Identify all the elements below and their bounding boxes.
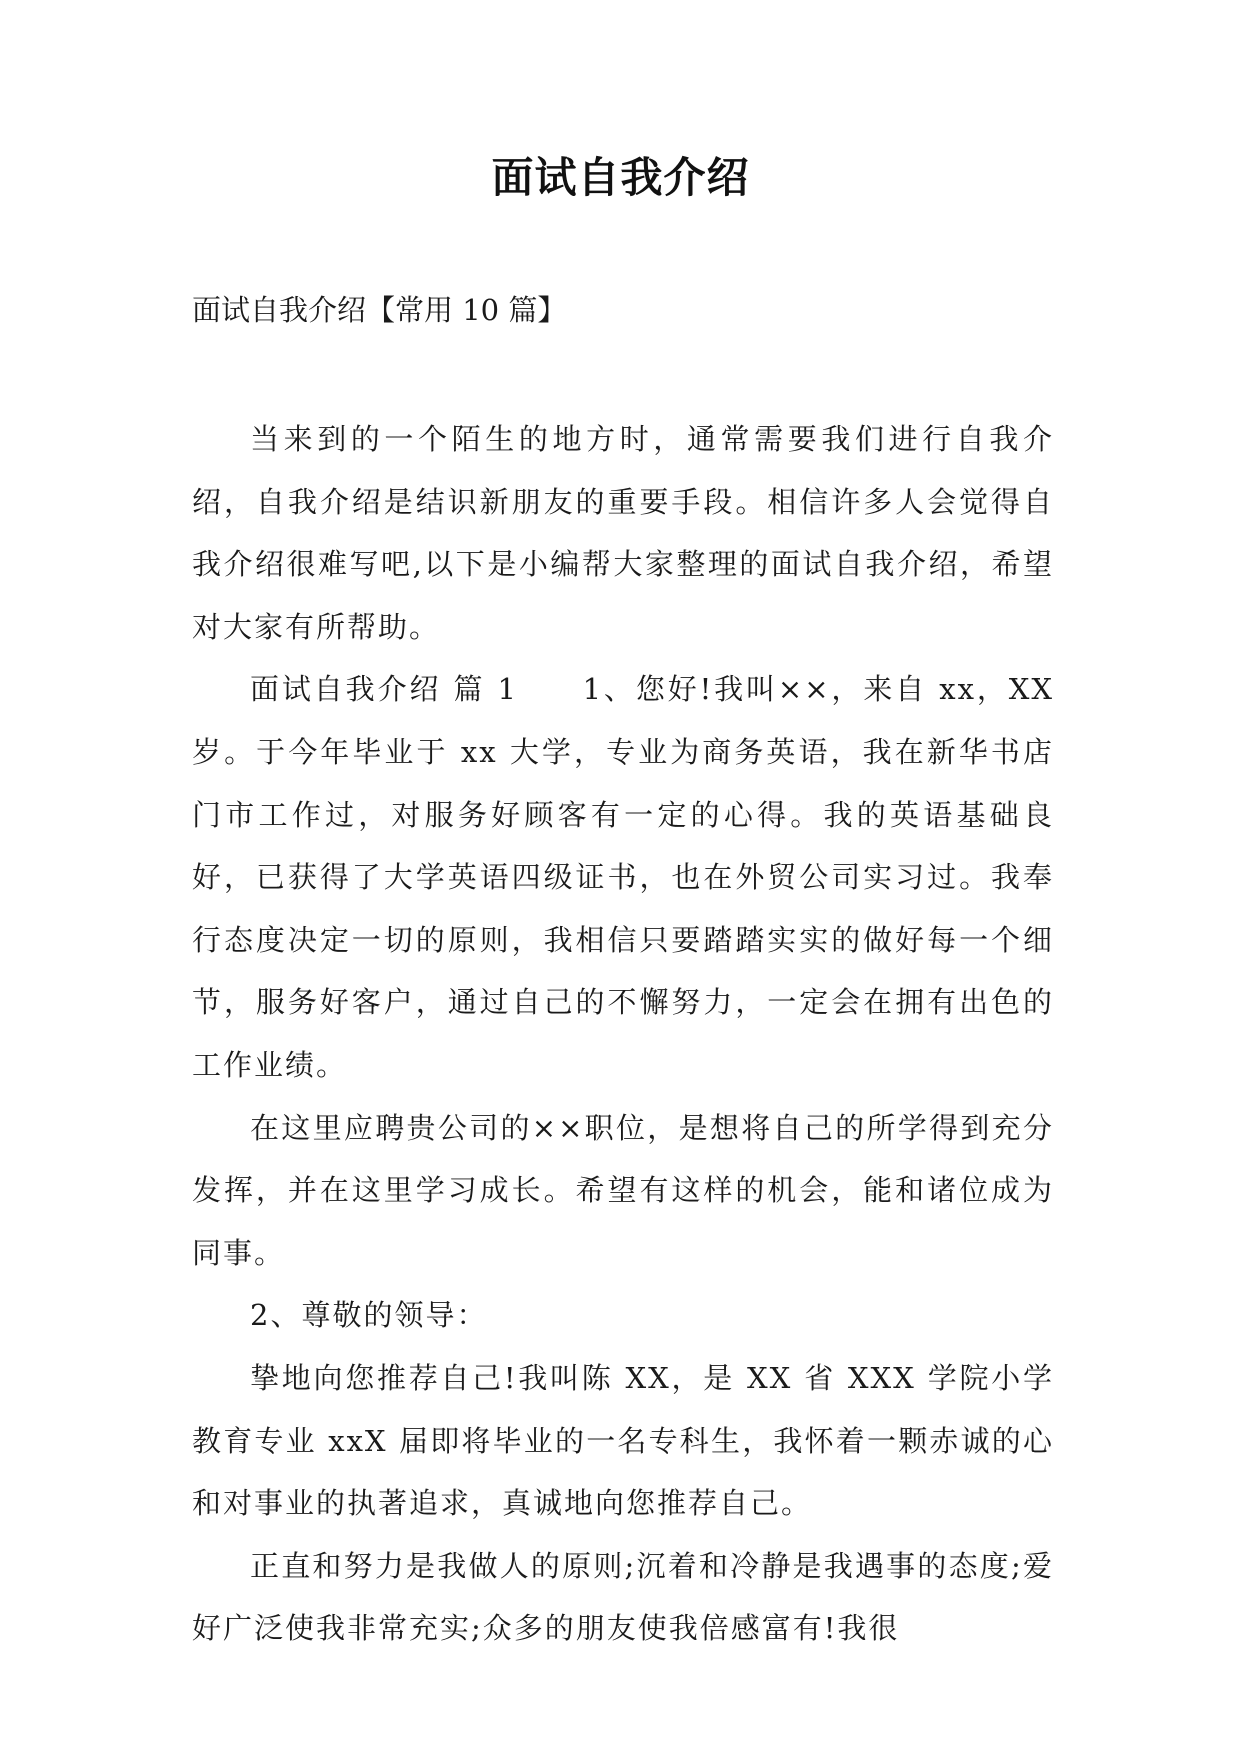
paragraph-position: 在这里应聘贵公司的××职位，是想将自己的所学得到充分发挥，并在这里学习成长。希望有这样的机会，能和诸位成为同事。 — [192, 1110, 1054, 1270]
paragraph-recommendation: 挚地向您推荐自己!我叫陈 XX，是 XX 省 XXX 学院小学教育专业 xxX 届即将毕业的一名专科生，我怀着一颗赤诚的心和对事业的执著追求，真诚地向您推荐自己。 — [192, 1360, 1054, 1521]
paragraph-intro: 当来到的一个陌生的地方时，通常需要我们进行自我介绍，自我介绍是结识新朋友的重要手段。相信许多人会觉得自我介绍很难写吧,以下是小编帮大家整理的面试自我介绍，希望对大家有所帮助。 — [192, 422, 1054, 644]
paragraph-salutation: 2、尊敬的领导： — [250, 1298, 488, 1333]
document-title: 面试自我介绍 — [491, 153, 750, 202]
paragraph-principles: 正直和努力是我做人的原则;沉着和冷静是我遇事的态度;爱好广泛使我非常充实;众多的朋友使我倍感富有!我很 — [192, 1548, 1054, 1646]
paragraph-article-1: 面试自我介绍 篇 1 1、您好!我叫××，来自 xx，XX 岁。于今年毕业于 xx 大学，专业为商务英语，我在新华书店门市工作过，对服务好顾客有一定的心得。我的英语基础良好，已获得了大学英语四级证书，也在外贸公司实习过。我奉行态度决定一切的原则，我相信只要踏踏实实的做好每一个细节，服务好客户，通过自己的不懈努力，一定会在拥有出色的工作业绩。 — [192, 672, 1054, 1082]
document-body — [192, 408, 1054, 1660]
document-subtitle: 面试自我介绍【常用 10 篇】 — [192, 293, 567, 327]
